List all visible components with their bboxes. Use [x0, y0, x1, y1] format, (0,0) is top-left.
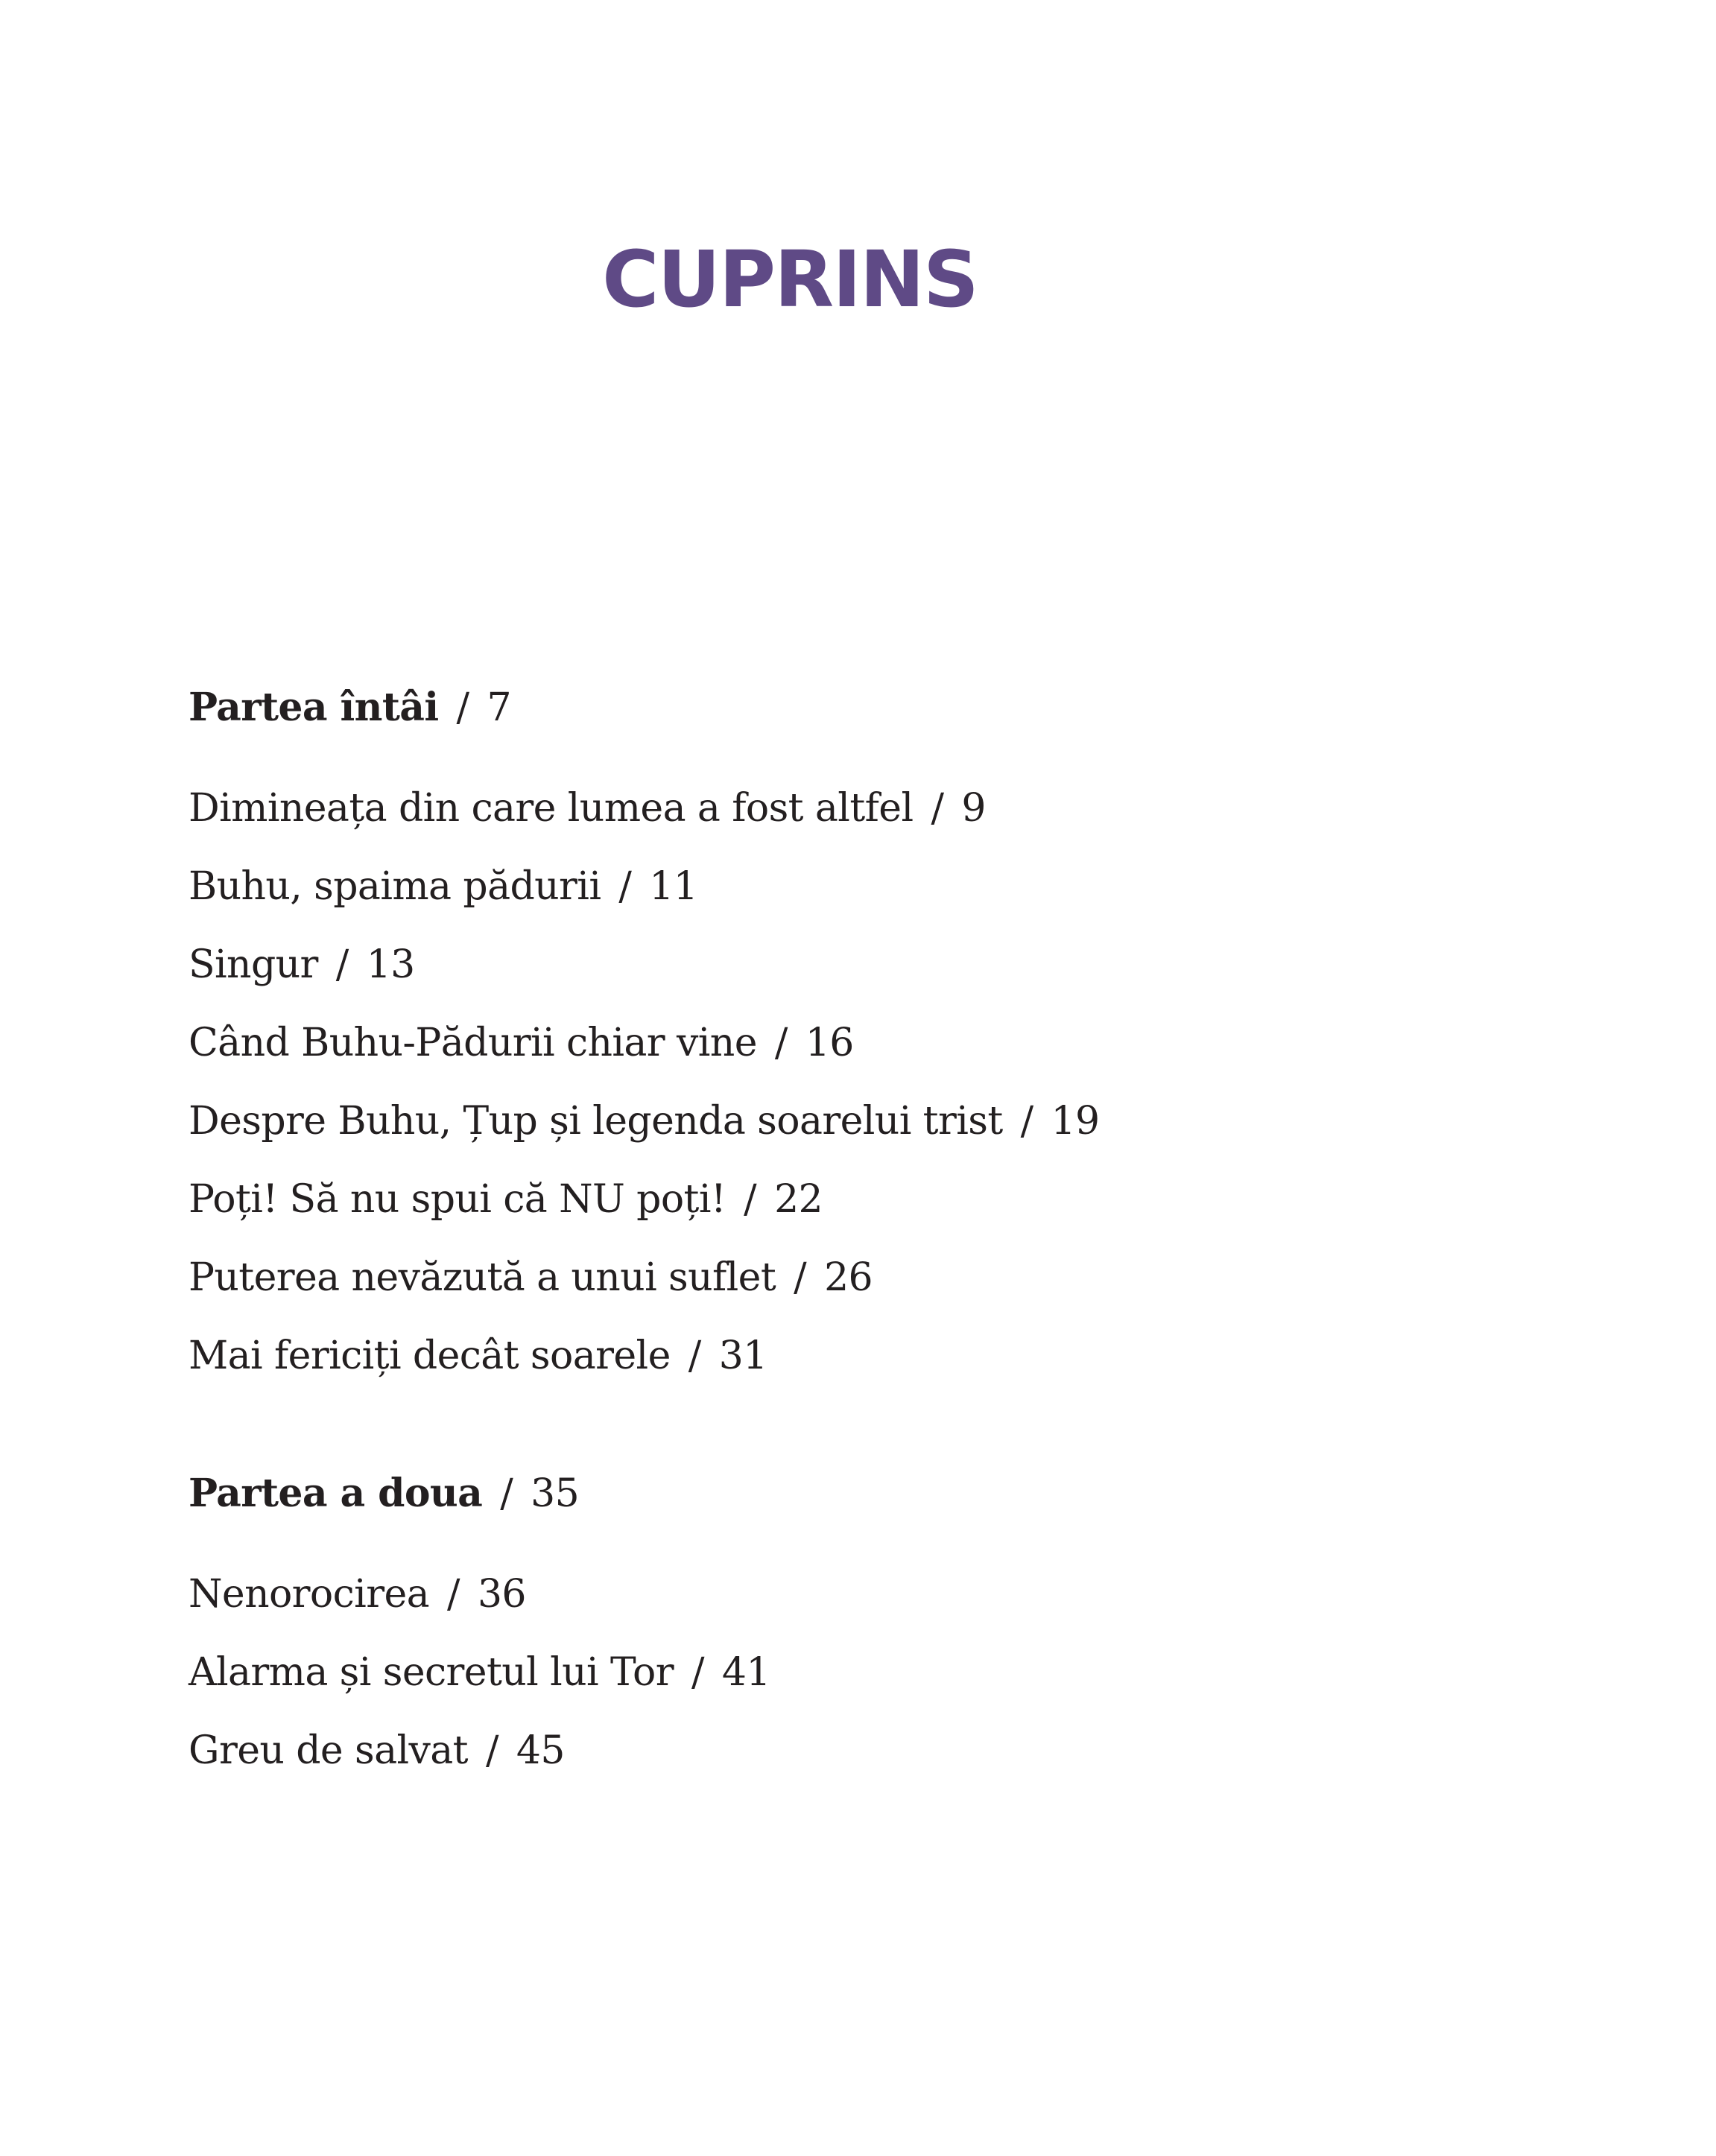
page-number: 9	[961, 786, 986, 831]
separator: /	[500, 1471, 513, 1516]
page-number: 22	[774, 1177, 823, 1222]
separator: /	[744, 1177, 757, 1222]
toc-chapter-entry	[189, 857, 697, 916]
separator: /	[456, 685, 469, 730]
toc-chapter-entry	[189, 779, 986, 838]
chapter-title: Despre Buhu, Țup și legenda soarelui trist	[189, 1099, 1003, 1144]
page-number: 11	[649, 864, 698, 909]
page-title: CUPRINS	[602, 234, 978, 325]
chapter-title: Poți! Să nu spui că NU poți!	[189, 1177, 726, 1222]
separator: /	[794, 1255, 807, 1300]
chapter-title: Dimineața din care lumea a fost altfel	[189, 786, 914, 831]
page-number: 31	[718, 1334, 767, 1378]
chapter-title: Buhu, spaima pădurii	[189, 864, 601, 909]
toc-chapter-entry	[189, 1248, 873, 1307]
toc-part-heading	[189, 1464, 579, 1524]
separator: /	[335, 942, 349, 987]
separator: /	[931, 786, 944, 831]
page-number: 16	[805, 1021, 854, 1065]
page-number: 7	[487, 685, 511, 730]
toc-chapter-entry	[189, 1326, 767, 1386]
toc-chapter-entry	[189, 1721, 565, 1781]
page-number: 36	[477, 1572, 526, 1617]
chapter-title: Singur	[189, 942, 318, 987]
part-title: Partea întâi	[189, 685, 439, 730]
toc-chapter-entry	[189, 1170, 823, 1229]
page-number: 19	[1051, 1099, 1100, 1144]
part-title: Partea a doua	[189, 1471, 483, 1516]
toc-chapter-entry	[189, 1091, 1100, 1151]
separator: /	[691, 1650, 704, 1695]
chapter-title: Greu de salvat	[189, 1728, 468, 1773]
page-number: 45	[516, 1728, 565, 1773]
page-number: 26	[824, 1255, 873, 1300]
separator: /	[1020, 1099, 1033, 1144]
toc-part-heading	[189, 678, 511, 738]
separator: /	[774, 1021, 788, 1065]
separator: /	[485, 1728, 498, 1773]
toc-chapter-entry	[189, 935, 415, 995]
page-number: 13	[366, 942, 415, 987]
separator: /	[618, 864, 632, 909]
separator: /	[447, 1572, 460, 1617]
chapter-title: Mai fericiți decât soarele	[189, 1334, 671, 1378]
chapter-title: Nenorocirea	[189, 1572, 430, 1617]
chapter-title: Puterea nevăzută a unui suflet	[189, 1255, 776, 1300]
chapter-title: Când Buhu-Pădurii chiar vine	[189, 1021, 757, 1065]
page-number: 41	[721, 1650, 770, 1695]
chapter-title: Alarma și secretul lui Tor	[189, 1650, 674, 1695]
toc-chapter-entry	[189, 1013, 854, 1073]
page-number: 35	[531, 1471, 580, 1516]
separator: /	[688, 1334, 701, 1378]
toc-chapter-entry	[189, 1643, 770, 1702]
toc-chapter-entry	[189, 1564, 526, 1624]
